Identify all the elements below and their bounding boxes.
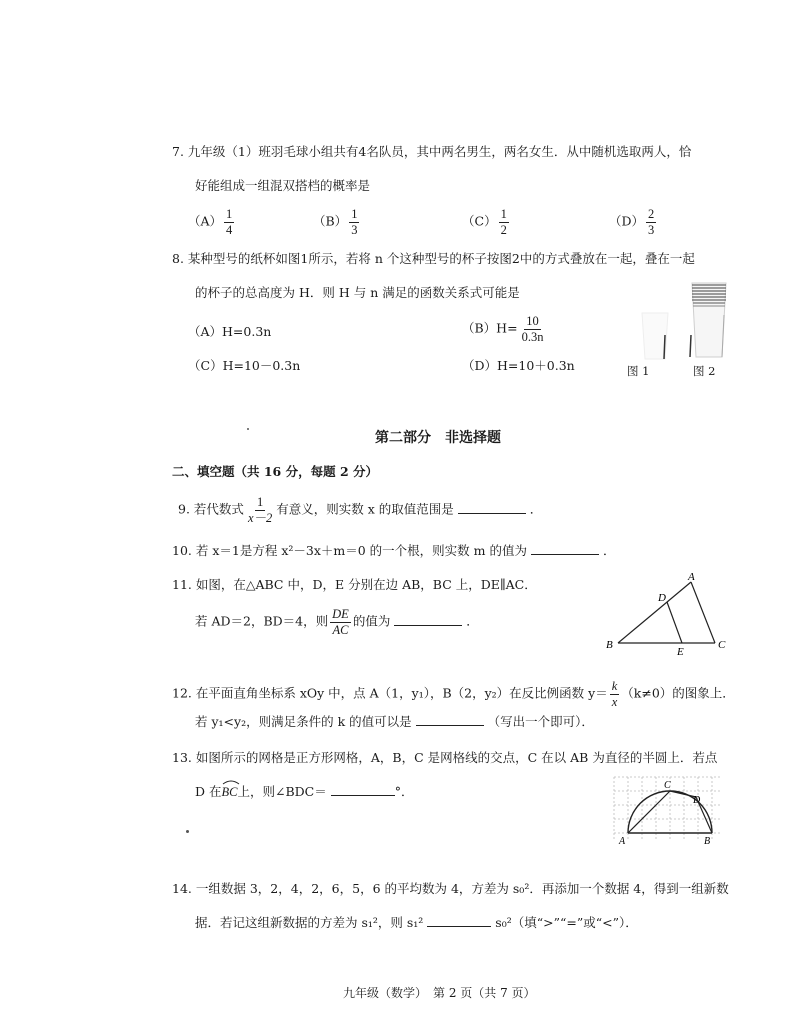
q14-answer-blank[interactable] <box>427 914 491 927</box>
q11-label-b: B <box>606 639 613 651</box>
q9: 9. 若代数式 $\frac{1}{x-2}$ 有意义，则实数 x 的取值范围是 ． <box>178 495 543 525</box>
q8-option-d: （D）H=10＋0.3n <box>462 358 575 373</box>
fig2-label: 图 2 <box>693 364 716 378</box>
q7-line2: 好能组成一组混双搭档的概率是 <box>195 178 371 193</box>
q13-grid-semicircle-figure <box>608 773 726 853</box>
q9-answer-blank[interactable] <box>458 501 526 514</box>
q13-label-d: D <box>693 795 701 806</box>
q7-option-b: （B） $\frac{1}{3}$ <box>313 207 358 237</box>
q7-option-a: （A） $\frac{1}{4}$ <box>188 207 233 237</box>
q13-line2: D 在 BC上，则∠BDC＝ °． <box>195 782 413 800</box>
q13-label-b: B <box>704 836 711 847</box>
q12-line2: 若 y₁<y₂，则满足条件的 k 的值可以是 （写出一个即可）． <box>195 714 594 729</box>
q12-answer-blank[interactable] <box>416 713 484 726</box>
q11-answer-blank[interactable] <box>394 613 462 626</box>
q10: 10. 若 x＝1是方程 x²－3x＋m＝0 的一个根，则实数 m 的值为 ． <box>172 543 616 558</box>
q12-line1: 12. 在平面直角坐标系 xOy 中，点 A（1，y₁），B（2，y₂）在反比例函数 y＝ $\frac{k}{x}$ （k≠0）的图象上． <box>172 679 735 709</box>
q11-label-a: A <box>688 571 695 583</box>
fig2-stacked-cups <box>690 283 726 357</box>
q11-label-e: E <box>677 646 684 658</box>
q11-label-c: C <box>718 639 726 651</box>
q8-option-b: （B）H= $\frac{10}{0.3n}$ <box>462 314 544 344</box>
q7-line1 <box>172 142 691 160</box>
scan-speck <box>186 830 189 833</box>
q11-triangle-figure <box>600 570 735 660</box>
q8-cups-figure <box>620 275 730 365</box>
page-footer: 九年级（数学） 第 2 页（共 7 页） <box>343 986 536 1000</box>
q8-line1: 8. 某种型号的纸杯如图1所示，若将 n 个这种型号的杯子按图2中的方式叠放在一起，叠在一起 <box>172 251 695 266</box>
q11-line2: 若 AD＝2，BD＝4，则 $\frac{DE}{AC}$ 的值为 ． <box>195 607 479 637</box>
q13-label-c: C <box>664 780 671 791</box>
q7-number: 7. <box>172 144 184 159</box>
q8-option-a: （A）H=0.3n <box>188 324 272 339</box>
q10-answer-blank[interactable] <box>531 542 599 555</box>
q7-option-d: （D） $\frac{2}{3}$ <box>609 207 655 237</box>
q13-answer-blank[interactable] <box>331 783 395 796</box>
q7-text-line1: 九年级（1）班羽毛球小组共有4名队员，其中两名男生，两名女生．从中随机选取两人，恰 <box>187 144 692 159</box>
scan-speck <box>247 428 249 430</box>
arc-mark-icon <box>222 779 240 785</box>
section-fill-in-heading: 二、填空题（共 16 分，每题 2 分） <box>172 464 379 479</box>
q11-label-d: D <box>658 592 666 604</box>
q7-option-c: （C） $\frac{1}{2}$ <box>462 207 507 237</box>
q13-label-a: A <box>619 836 626 847</box>
q14-line2: 据．若记这组新数据的方差为 s₁²，则 s₁² s₀²（填“>”“=”或“<”）． <box>195 915 638 930</box>
q11-line1: 11. 如图，在△ABC 中，D，E 分别在边 AB，BC 上，DE∥AC． <box>172 577 537 592</box>
q13-line1: 13. 如图所示的网格是正方形网格，A，B，C 是网格线的交点，C 在以 AB 为直径的半圆上．若点 <box>172 750 718 765</box>
q8-line2: 的杯子的总高度为 H．则 H 与 n 满足的函数关系式可能是 <box>195 285 520 300</box>
q13-arc-bc: BC <box>221 785 238 799</box>
q8-option-c: （C）H=10－0.3n <box>188 358 301 373</box>
q14-line1: 14. 一组数据 3，2，4，2，6，5，6 的平均数为 4，方差为 s₀²．再添加一个数据 4，得到一组新数 <box>172 881 729 896</box>
part2-title: 第二部分 非选择题 <box>375 430 501 446</box>
fig1-cup <box>642 313 668 359</box>
fig1-label: 图 1 <box>627 364 650 378</box>
q8-text-line1: 某种型号的纸杯如图1所示，若将 n 个这种型号的杯子按图2中的方式叠放在一起，叠在一起 <box>187 251 695 266</box>
